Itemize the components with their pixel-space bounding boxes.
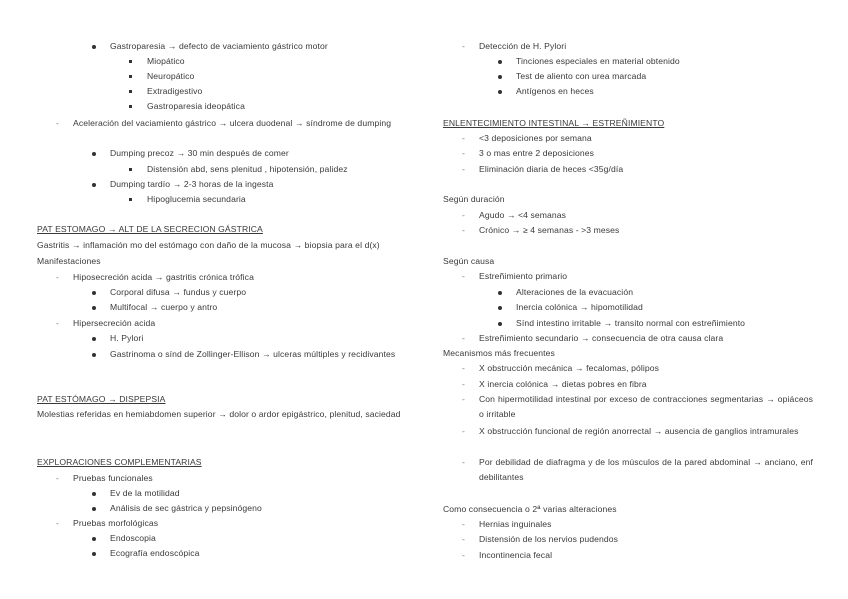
list-item-text: Endoscopia xyxy=(110,533,156,543)
dash-bullet-icon: - xyxy=(56,318,59,328)
list-item-text: X obstrucción mecánica → fecalomas, pólipos xyxy=(479,363,660,373)
list-item-text: Hernias inguinales xyxy=(479,519,552,529)
circle-bullet-icon xyxy=(92,537,96,541)
square-bullet-icon xyxy=(129,198,132,201)
list-item-text: Agudo → <4 semanas xyxy=(479,210,567,220)
list-item-text: Crónico → ≥ 4 semanas - >3 meses xyxy=(479,225,620,235)
list-item-text: Molestias referidas en hemiabdomen superior → dolor o ardor epigástrico, plenitud, saciedad xyxy=(37,409,401,419)
circle-bullet-icon xyxy=(92,492,96,496)
dash-bullet-icon: - xyxy=(56,118,59,128)
list-item-text: Gastroparesia → defecto de vaciamiento gástrico motor xyxy=(110,41,328,51)
square-bullet-icon xyxy=(129,75,132,78)
dash-bullet-icon: - xyxy=(462,210,465,220)
circle-bullet-icon xyxy=(92,353,96,357)
list-item-text: Hipersecreción acida xyxy=(73,318,156,328)
circle-bullet-icon xyxy=(498,60,502,64)
square-bullet-icon xyxy=(129,60,132,63)
circle-bullet-icon xyxy=(92,306,96,310)
circle-bullet-icon xyxy=(498,75,502,79)
dash-bullet-icon: - xyxy=(462,133,465,143)
circle-bullet-icon xyxy=(498,90,502,94)
list-item-text: Multifocal → cuerpo y antro xyxy=(110,302,218,312)
list-item-text: Miopático xyxy=(147,56,185,66)
list-item-text: Mecanismos más frecuentes xyxy=(443,348,555,358)
dash-bullet-icon: - xyxy=(56,518,59,528)
dash-bullet-icon: - xyxy=(462,41,465,51)
dash-bullet-icon: - xyxy=(56,473,59,483)
list-item-text: Alteraciones de la evacuación xyxy=(516,287,634,297)
circle-bullet-icon xyxy=(92,552,96,556)
list-item-text: Corporal difusa → fundus y cuerpo xyxy=(110,287,247,297)
dash-bullet-icon: - xyxy=(56,272,59,282)
dash-bullet-icon: - xyxy=(462,271,465,281)
section-heading: EXPLORACIONES COMPLEMENTARIAS xyxy=(37,457,202,467)
list-item-text: Inercia colónica → hipomotilidad xyxy=(516,302,643,312)
list-item-text: Gastroparesia ideopática xyxy=(147,101,245,111)
dash-bullet-icon: - xyxy=(462,534,465,544)
list-item-text: X obstrucción funcional de región anorrectal → ausencia de ganglios intramurales xyxy=(479,426,799,436)
circle-bullet-icon xyxy=(92,183,96,187)
list-item-text: Por debilidad de diafragma y de los músculos de la pared abdominal → anciano, enf debilitantes xyxy=(479,457,813,482)
list-item-text: Gastrinoma o sínd de Zollinger-Ellison → ulceras múltiples y recidivantes xyxy=(110,349,396,359)
list-item-text: Hiposecreción acida → gastritis crónica trófica xyxy=(73,272,254,282)
list-item-text: Según causa xyxy=(443,256,495,266)
list-item-text: Como consecuencia o 2ª varias alteraciones xyxy=(443,504,617,514)
dash-bullet-icon: - xyxy=(462,164,465,174)
list-item-text: Manifestaciones xyxy=(37,256,101,266)
dash-bullet-icon: - xyxy=(462,148,465,158)
dash-bullet-icon: - xyxy=(462,550,465,560)
circle-bullet-icon xyxy=(498,306,502,310)
section-heading: PAT ESTÓMAGO → DISPEPSIA xyxy=(37,394,166,404)
dash-bullet-icon: - xyxy=(462,394,465,404)
dash-bullet-icon: - xyxy=(462,333,465,343)
dash-bullet-icon: - xyxy=(462,426,465,436)
list-item-text: Pruebas morfológicas xyxy=(73,518,159,528)
list-item-text: Dumping precoz → 30 min después de comer xyxy=(110,148,289,158)
square-bullet-icon xyxy=(129,168,132,171)
section-heading: PAT ESTOMAGO → ALT DE LA SECRECION GÁSTRICA xyxy=(37,224,263,234)
section-heading: ENLENTECIMIENTO INTESTINAL → ESTREÑIMIENTO xyxy=(443,118,665,128)
list-item-text: Estreñimiento secundario → consecuencia de otra causa clara xyxy=(479,333,724,343)
circle-bullet-icon xyxy=(92,507,96,511)
list-item-text: Aceleración del vaciamiento gástrico → ulcera duodenal → síndrome de dumping xyxy=(73,118,392,128)
list-item-text: Sínd intestino irritable → transito normal con estreñimiento xyxy=(516,318,746,328)
list-item-text: Antígenos en heces xyxy=(516,86,594,96)
circle-bullet-icon xyxy=(92,45,96,49)
circle-bullet-icon xyxy=(498,322,502,326)
list-item-text: Ev de la motilidad xyxy=(110,488,180,498)
list-item-text: Según duración xyxy=(443,194,505,204)
square-bullet-icon xyxy=(129,105,132,108)
list-item-text: Distensión de los nervios pudendos xyxy=(479,534,619,544)
list-item-text: Neuropático xyxy=(147,71,195,81)
list-item-text: <3 deposiciones por semana xyxy=(479,133,592,143)
list-item-text: Distensión abd, sens plenitud , hipotensión, palidez xyxy=(147,164,348,174)
list-item-text: 3 o mas entre 2 deposiciones xyxy=(479,148,595,158)
circle-bullet-icon xyxy=(92,337,96,341)
list-item-text: Con hipermotilidad intestinal por exceso de contracciones segmentarias → opiáceos o irritable xyxy=(479,394,813,419)
dash-bullet-icon: - xyxy=(462,225,465,235)
list-item-text: Tinciones especiales en material obtenido xyxy=(516,56,680,66)
dash-bullet-icon: - xyxy=(462,519,465,529)
list-item-text: Test de aliento con urea marcada xyxy=(516,71,647,81)
circle-bullet-icon xyxy=(92,291,96,295)
list-item-text: Incontinencia fecal xyxy=(479,550,553,560)
list-item-text: X inercia colónica → dietas pobres en fibra xyxy=(479,379,647,389)
list-item-text: Pruebas funcionales xyxy=(73,473,153,483)
circle-bullet-icon xyxy=(92,152,96,156)
list-item-text: Análisis de sec gástrica y pepsinógeno xyxy=(110,503,262,513)
list-item-text: Extradigestivo xyxy=(147,86,203,96)
dash-bullet-icon: - xyxy=(462,379,465,389)
list-item-text: Eliminación diaria de heces <35g/día xyxy=(479,164,624,174)
dash-bullet-icon: - xyxy=(462,363,465,373)
list-item-text: Dumping tardío → 2-3 horas de la ingesta xyxy=(110,179,274,189)
circle-bullet-icon xyxy=(498,291,502,295)
list-item-text: Detección de H. Pylori xyxy=(479,41,567,51)
list-item-text: H. Pylori xyxy=(110,333,144,343)
list-item-text: Ecografía endoscópica xyxy=(110,548,200,558)
dash-bullet-icon: - xyxy=(462,457,465,467)
list-item-text: Gastritis → inflamación mo del estómago con daño de la mucosa → biopsia para el d(x) xyxy=(37,240,380,250)
square-bullet-icon xyxy=(129,90,132,93)
list-item-text: Hipoglucemia secundaria xyxy=(147,194,246,204)
list-item-text: Estreñimiento primario xyxy=(479,271,568,281)
